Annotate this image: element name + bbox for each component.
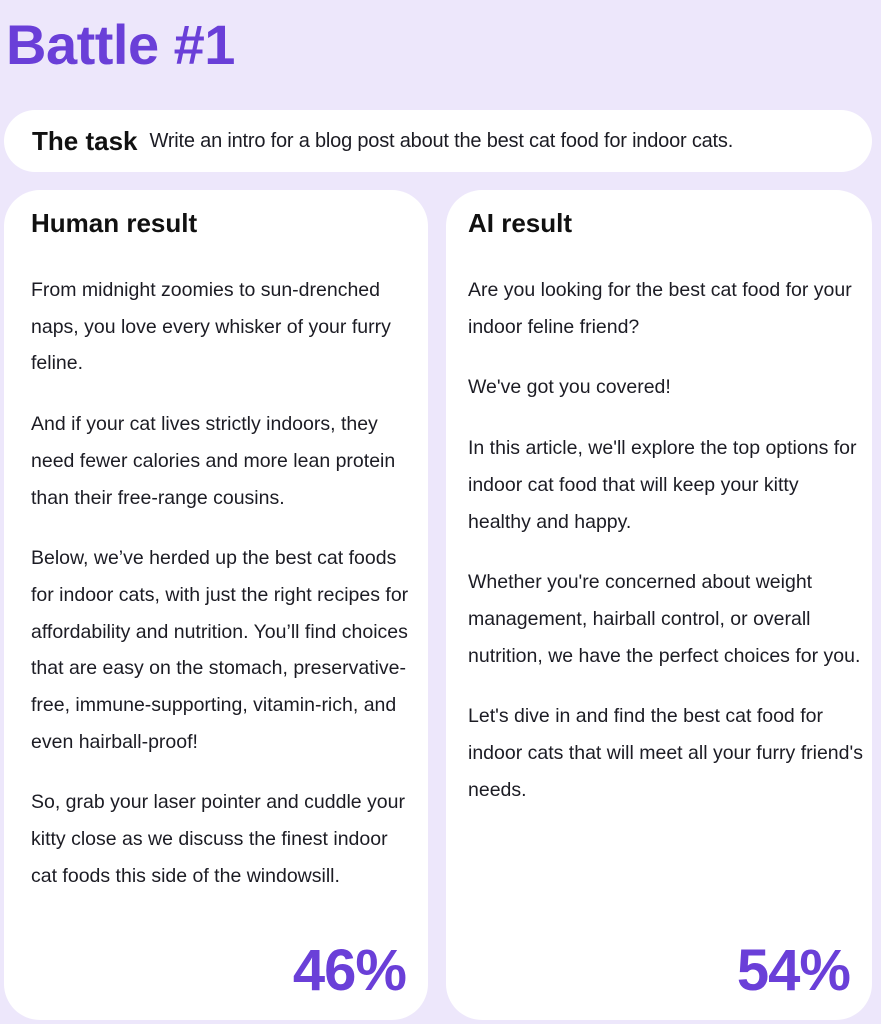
task-text: Write an intro for a blog post about the best cat food for indoor cats. xyxy=(149,129,734,152)
ai-paragraph: Whether you're concerned about weight management, hairball control, or overall nutrition, we have the perfect choices for you. xyxy=(468,571,861,667)
human-result-card xyxy=(4,190,428,1020)
ai-result-card xyxy=(446,190,872,1020)
ai-paragraph: Are you looking for the best cat food for your indoor feline friend? xyxy=(468,279,852,338)
ai-paragraph: We've got you covered! xyxy=(468,376,671,399)
human-result-title: Human result xyxy=(31,208,198,238)
ai-vote-percent: 54% xyxy=(736,938,850,1003)
human-paragraph: And if your cat lives strictly indoors, they need fewer calories and more lean protein than their free-range cousins. xyxy=(31,413,396,509)
ai-result-body xyxy=(468,272,863,832)
ai-paragraph: Let's dive in and find the best cat food for indoor cats that will meet all your furry friend's needs. xyxy=(468,705,863,801)
human-paragraph: So, grab your laser pointer and cuddle your kitty close as we discuss the finest indoor cat foods this side of the windowsill. xyxy=(31,791,405,887)
human-paragraph: From midnight zoomies to sun-drenched naps, you love every whisker of your furry feline. xyxy=(31,279,391,375)
ai-paragraph: In this article, we'll explore the top options for indoor cat food that will keep your kitty healthy and happy. xyxy=(468,437,857,533)
task-bar xyxy=(4,110,872,172)
human-result-body xyxy=(31,272,416,919)
task-label: The task xyxy=(32,125,138,156)
page-title: Battle #1 xyxy=(6,13,235,76)
human-paragraph: Below, we’ve herded up the best cat foods for indoor cats, with just the right recipes for affordability and nutrition. You’ll find choices that are easy on the stomach, preservative-free, immune-supporting, vitamin-rich, and even hairball-proof! xyxy=(31,547,409,753)
ai-result-title: AI result xyxy=(468,208,573,238)
human-vote-percent: 46% xyxy=(292,938,406,1003)
